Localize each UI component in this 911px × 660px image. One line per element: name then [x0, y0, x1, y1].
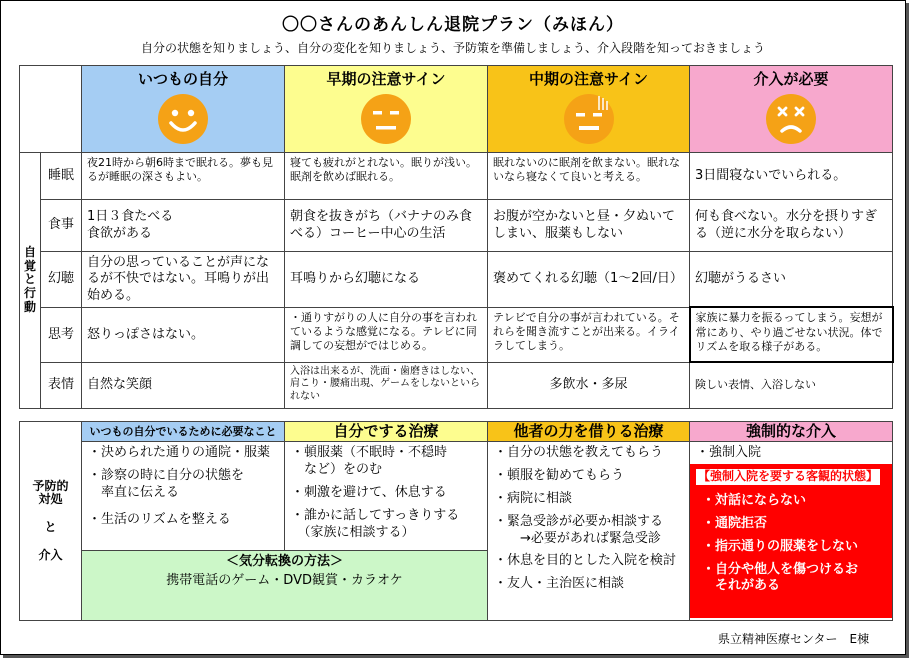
sleep-normal: 夜21時から朝6時まで眠れる。夢も見るが睡眠の深さもよい。: [82, 153, 285, 200]
list-item: ・頓服を勧めてもらう: [494, 467, 625, 483]
list-item: ・生活のリズムを整える: [88, 511, 231, 527]
header-early: [285, 66, 488, 153]
list-item: ・緊急受診が必要か相談する →必要があれば緊急受診: [494, 513, 664, 546]
header-intervention-label: 介入が必要: [753, 70, 829, 88]
row-category-thinking: 思考: [41, 307, 82, 362]
list-item: ・決められた通りの通院・服薬: [88, 445, 271, 460]
hallucination-intervention: 幻聴がうるさい: [690, 252, 893, 308]
hallucination-normal: 自分の思っていることが声になるが不快ではない。耳鳴りが出始める。: [82, 252, 285, 308]
header-others-treatment: 他者の力を借りる治療: [488, 422, 690, 442]
list-item: ・休息を目的とした入院を検討: [494, 553, 677, 569]
forced-condition: ・通院拒否: [702, 515, 768, 531]
hallucination-middle: 褒めてくれる幻聴（1～2回/日）: [488, 252, 690, 308]
prevention-table: [19, 421, 893, 621]
hallucination-early: 耳鳴りから幻聴になる: [285, 252, 488, 308]
worried-face-icon: [563, 93, 615, 145]
corner-cell: [20, 66, 82, 153]
header-early-label: 早期の注意サイン: [326, 70, 446, 88]
thinking-intervention: 家族に暴力を振るってしまう。妄想が常にあり、やり過ごせない状況。体でリズムを取る様子がある。: [690, 307, 893, 362]
list-item: ・頓服薬（不眠時・不穏時 など）をのむ: [291, 445, 448, 477]
awareness-table: [19, 65, 894, 409]
expression-early: 入浴は出来るが、洗面・歯磨きはしない、肩こり・腰痛出現、ゲームをしないといられない: [285, 362, 488, 408]
header-middle: [488, 66, 690, 153]
relaxation-methods: [82, 551, 488, 621]
forced-condition: ・指示通りの服薬をしない: [702, 538, 859, 554]
page-title: 〇〇さんのあんしん退院プラン（みほん）: [282, 15, 624, 35]
forced-intervention-cell: [690, 442, 893, 621]
forced-admission: ・強制入院: [696, 445, 762, 460]
forced-condition: ・自分や他人を傷つけるお それがある: [702, 561, 859, 594]
header-self-treatment: 自分でする治療: [285, 422, 488, 442]
forced-conditions-box: [690, 464, 892, 618]
expression-middle: 多飲水・多尿: [488, 362, 690, 408]
row-category-hallucination: 幻聴: [41, 252, 82, 308]
neutral-face-icon: [360, 93, 412, 145]
header-normal-label: いつもの自分: [137, 70, 228, 88]
sleep-middle: 眠れないのに眠剤を飲まない。眠れないなら寝なくて良いと考える。: [488, 153, 690, 200]
others-treatment-cell: [488, 442, 690, 621]
relaxation-title: ＜気分転換の方法＞: [225, 554, 343, 570]
page-subtitle: 自分の状態を知りましょう、自分の変化を知りましょう、予防策を準備しましょう、介入段階を知っておきましょう: [140, 41, 765, 55]
expression-intervention: 険しい表情、入浴しない: [690, 362, 893, 408]
forced-condition: ・対話にならない: [702, 492, 807, 508]
header-forced-intervention: 強制的な介入: [690, 422, 893, 442]
prevention-label-mid: と: [44, 520, 57, 535]
distressed-face-icon: [765, 93, 817, 145]
sleep-intervention: 3日間寝ないでいられる。: [690, 153, 893, 200]
section-prevention-label: [20, 422, 82, 621]
meal-normal: 1日３食たべる 食欲がある: [82, 200, 285, 252]
thinking-normal: 怒りっぽさはない。: [82, 307, 285, 362]
relaxation-body: 携帯電話のゲーム・DVD観賞・カラオケ: [166, 572, 403, 588]
forced-conditions-note: 【強制入院を要する客観的状態】: [698, 469, 879, 484]
meal-early: 朝食を抜きがち（バナナのみ食べる）コーヒー中心の生活: [285, 200, 488, 252]
footer-organization: 県立精神医療センター E棟: [718, 632, 870, 646]
meal-middle: お腹が空かないと昼・夕ぬいてしまい、服薬もしない: [488, 200, 690, 252]
row-category-meal: 食事: [41, 200, 82, 252]
list-item: ・病院に相談: [494, 490, 573, 506]
list-item: ・自分の状態を教えてもらう: [494, 445, 664, 460]
list-item: ・誰かに話してすっきりする （家族に相談する）: [291, 507, 460, 540]
thinking-early: ・通りすがりの人に自分の事を言われているような感覚になる。テレビに同調しての妄想がではじめる。: [285, 307, 488, 362]
list-item: ・友人・主治医に相談: [494, 576, 625, 592]
expression-normal: 自然な笑顔: [82, 362, 285, 408]
sleep-early: 寝ても疲れがとれない。眠りが浅い。眠剤を飲めば眠れる。: [285, 153, 488, 200]
self-treatment-cell: [285, 442, 488, 551]
prevention-label-bottom: 介入: [38, 548, 63, 563]
list-item: ・診察の時に自分の状態を 率直に伝える: [88, 467, 245, 500]
list-item: ・刺激を避けて、休息する: [291, 484, 447, 500]
row-category-expression: 表情: [41, 362, 82, 408]
meal-intervention: 何も食べない。水分を摂りすぎる（逆に水分を取らない）: [690, 200, 893, 252]
row-category-sleep: 睡眠: [41, 153, 82, 200]
normal-needs-cell: [82, 442, 285, 551]
header-intervention: [690, 66, 893, 153]
header-middle-label: 中期の注意サイン: [529, 70, 648, 88]
section-awareness-label: 自 覚 と 行 動: [20, 153, 41, 409]
smiling-face-icon: [157, 93, 209, 145]
header-normal-needs: いつもの自分でいるために必要なこと: [82, 422, 285, 442]
header-normal: [82, 66, 285, 153]
thinking-middle: テレビで自分の事が言われている。それらを聞き流すことが出来る。イライラしてしまう。: [488, 307, 690, 362]
prevention-label-top: 予防的 対処: [32, 478, 69, 507]
